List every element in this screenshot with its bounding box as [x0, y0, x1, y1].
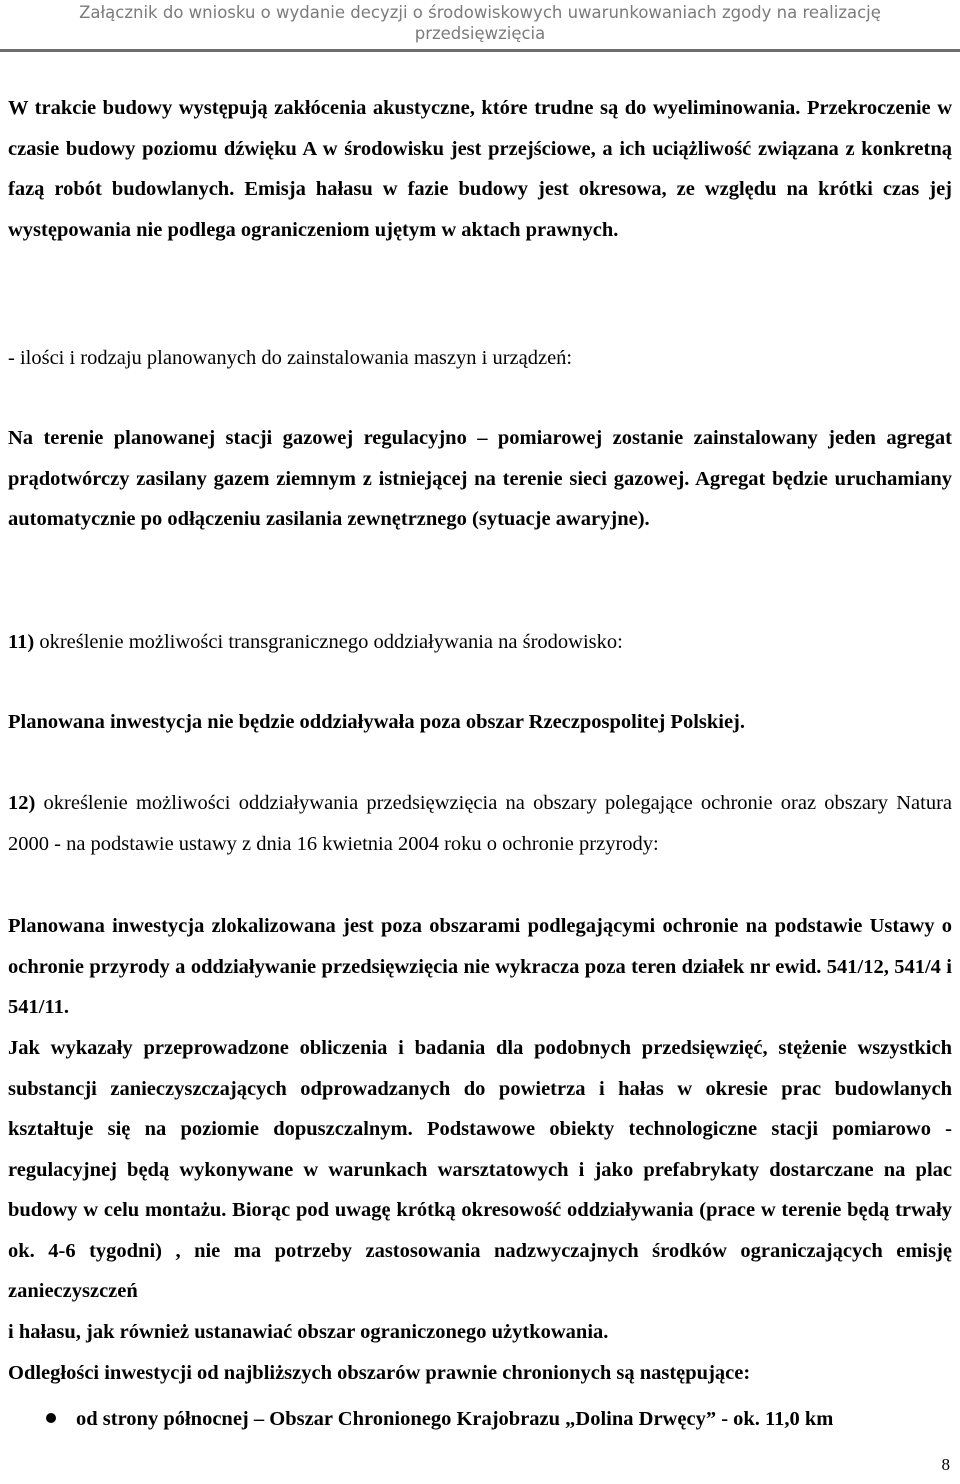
- page-number: 8: [941, 1455, 950, 1474]
- item-12-heading: [8, 783, 952, 864]
- header-line-1: Załącznik do wniosku o wydanie decyzji o środowiskowych uwarunkowaniach zgody na realizację: [79, 3, 881, 22]
- item-11-heading: [8, 622, 952, 663]
- header-line-2: przedsięwzięcia: [414, 24, 546, 43]
- item-11-label: określenie możliwości transgranicznego oddziaływania na środowisko:: [34, 631, 623, 653]
- item-machines-label: - ilości i rodzaju planowanych do zainstalowania maszyn i urządzeń:: [8, 347, 573, 369]
- item-11-answer: Planowana inwestycja nie będzie oddziaływała poza obszar Rzeczpospolitej Polskiej.: [8, 711, 746, 733]
- bullet-icon: [46, 1413, 56, 1423]
- item-11-number: 11): [8, 631, 35, 653]
- header-rule: [0, 49, 960, 52]
- item-12-label: określenie możliwości oddziaływania przedsięwzięcia na obszary polegające ochronie oraz obszary Natura 2000 - na podstawie ustawy z dnia 16 kwietnia 2004 roku o ochronie przyrody:: [8, 792, 952, 855]
- item-12-answer-emissions: Jak wykazały przeprowadzone obliczenia i badania dla podobnych przedsięwzięć, stężenie wszystkich substancji zanieczyszczających odprowadzanych do powietrza i hałas w okresie prac budowlanych kształtuje się na poziomie dopuszczalnym. Podstawowe obiekty technologiczne stacji pomiarowo - regulacyjnej będą wykonywane w warunkach warsztatowych i jako prefabrykaty dostarczane na plac budowy w celu montażu. Biorąc pod uwagę krótką okresowość oddziaływania (prace w terenie będą trwały ok. 4-6 tygodni) , nie ma potrzeby zastosowania nadzwyczajnych środków ograniczających emisję zanieczyszczeń: [8, 1037, 952, 1302]
- item-12-answer-emissions-last: i hałasu, jak również ustanawiać obszar ograniczonego użytkowania.: [8, 1321, 609, 1343]
- distance-north: od strony północnej – Obszar Chronionego Krajobrazu „Dolina Drwęcy” - ok. 11,0 km: [76, 1408, 834, 1430]
- item-12-answer-location: Planowana inwestycja zlokalizowana jest poza obszarami podlegającymi ochronie na podstawie Ustawy o ochronie przyrody a oddziaływanie przedsięwzięcia nie wykracza poza teren działek nr ewid. 541/12, 541/4 i 541/11.: [8, 915, 952, 1018]
- page-header: [0, 2, 960, 44]
- item-machines-answer: Na terenie planowanej stacji gazowej regulacyjno – pomiarowej zostanie zainstalowany jeden agregat prądotwórczy zasilany gazem ziemnym z istniejącej na terenie sieci gazowej. Agregat będzie uruchamiany automatycznie po odłączeniu zasilania zewnętrznego (sytuacje awaryjne).: [8, 427, 952, 530]
- distances-intro: Odległości inwestycji od najbliższych obszarów prawnie chronionych są następujące:: [8, 1362, 751, 1384]
- paragraph-construction-noise: W trakcie budowy występują zakłócenia akustyczne, które trudne są do wyeliminowania. Przekroczenie w czasie budowy poziomu dźwięku A w środowisku jest przejściowe, a ich uciążliwość związana z konkretną fazą robót budowlanych. Emisja hałasu w fazie budowy jest okresowa, ze względu na krótki czas jej występowania nie podlega ograniczeniom ujętym w aktach prawnych.: [8, 97, 952, 241]
- item-12-number: 12): [8, 792, 36, 814]
